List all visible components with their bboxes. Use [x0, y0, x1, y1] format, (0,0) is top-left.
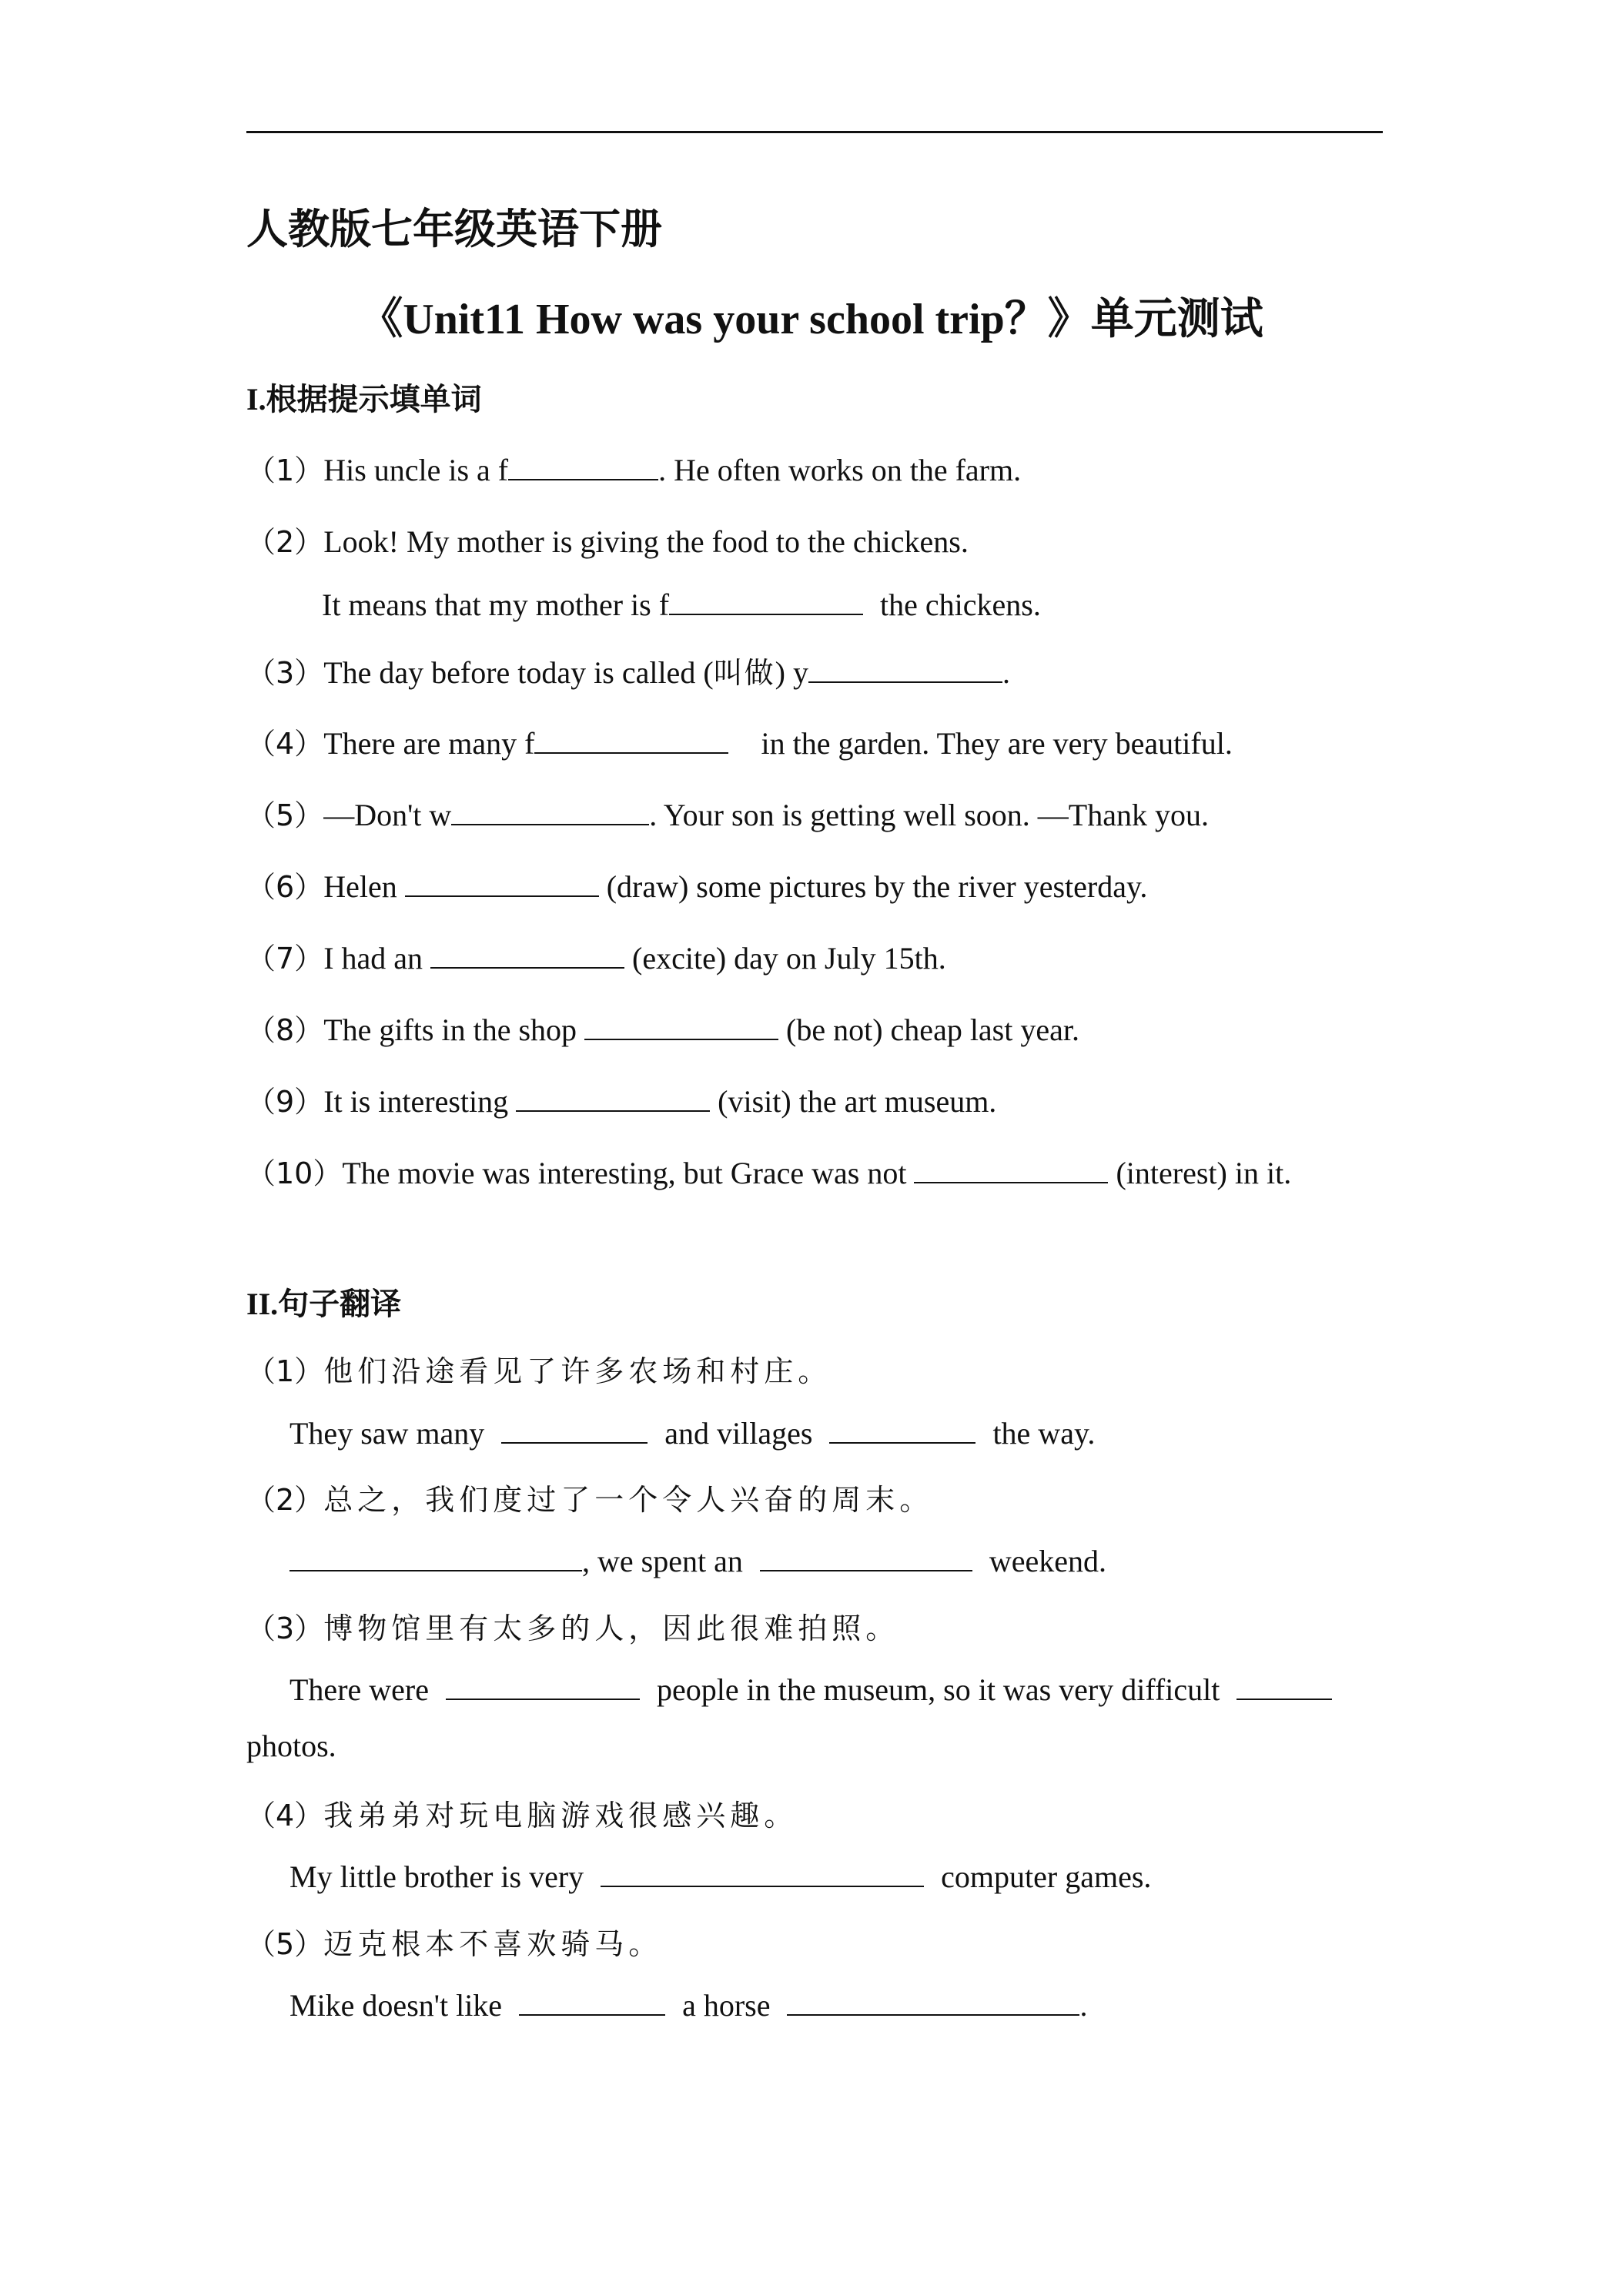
question-text: My little brother is very — [289, 1859, 584, 1894]
answer-blank[interactable] — [451, 801, 649, 825]
question-text: ) y — [775, 655, 808, 690]
question-text: The movie was interesting, but Grace was not — [342, 1156, 907, 1190]
s1-question-5 — [246, 792, 1209, 834]
s2-question-2-answer — [289, 1543, 1106, 1579]
s1-question-10 — [246, 1150, 1291, 1192]
section-1-heading — [246, 375, 482, 419]
s1-question-7 — [246, 935, 946, 977]
chinese-sentence: 总之，我们度过了一个令人兴奋的周末。 — [323, 1483, 934, 1517]
answer-blank[interactable] — [601, 1863, 924, 1887]
unit-title — [0, 285, 1623, 346]
question-text: There are many f — [323, 726, 535, 761]
answer-blank[interactable] — [405, 872, 599, 897]
answer-blank[interactable] — [669, 591, 863, 615]
question-text: the way. — [992, 1416, 1096, 1451]
answer-blank[interactable] — [914, 1159, 1108, 1183]
s1-question-1 — [246, 447, 1021, 489]
answer-blank[interactable] — [446, 1675, 640, 1700]
s2-question-3-prompt — [246, 1605, 899, 1647]
question-number: （10） — [246, 1156, 343, 1190]
question-number: （3） — [246, 656, 324, 690]
question-number: （7） — [246, 942, 324, 976]
unit-title-text: Unit11 How was your school trip？ — [403, 296, 1048, 343]
question-text: (excite) day on July 15th. — [632, 941, 946, 976]
chinese-sentence: 迈克根本不喜欢骑马。 — [323, 1927, 663, 1961]
answer-blank[interactable] — [760, 1547, 972, 1571]
question-text: (visit) the art museum. — [718, 1084, 997, 1119]
question-text: the chickens. — [880, 587, 1041, 622]
question-number: （3） — [246, 1612, 324, 1645]
answer-blank[interactable] — [829, 1419, 975, 1444]
question-text: people in the museum, so it was very difficult — [656, 1672, 1220, 1707]
header-rule — [246, 131, 1383, 133]
question-text: weekend. — [989, 1544, 1106, 1578]
question-text: , we spent an — [582, 1544, 743, 1578]
section-2-title: 句子翻译 — [278, 1287, 402, 1322]
question-text: Helen — [323, 869, 397, 904]
section-2-heading — [246, 1280, 401, 1324]
question-number: （8） — [246, 1013, 324, 1047]
answer-blank[interactable] — [808, 658, 1002, 683]
answer-blank[interactable] — [584, 1016, 778, 1040]
s2-question-2-prompt — [246, 1476, 933, 1518]
question-text: (be not) cheap last year. — [786, 1012, 1079, 1047]
question-text: It is interesting — [323, 1084, 509, 1119]
s1-question-2-continued — [322, 587, 1041, 623]
chinese-sentence: 我弟弟对玩电脑游戏很感兴趣。 — [323, 1799, 798, 1832]
question-number: （9） — [246, 1085, 324, 1119]
question-text: . He often works on the farm. — [658, 453, 1022, 487]
answer-blank[interactable] — [430, 944, 624, 969]
s1-question-8 — [246, 1006, 1079, 1049]
question-number: （1） — [246, 454, 324, 487]
question-text: The gifts in the shop — [323, 1012, 577, 1047]
s2-question-4-answer — [289, 1859, 1151, 1895]
question-text: . — [1002, 655, 1010, 690]
question-text: The day before today is called ( — [323, 655, 714, 690]
question-text: in the garden. They are very beautiful. — [761, 726, 1233, 761]
s1-question-3 — [246, 649, 1010, 691]
s2-question-1-answer — [289, 1415, 1095, 1451]
question-text: There were — [289, 1672, 429, 1707]
answer-blank[interactable] — [534, 729, 728, 754]
answer-blank[interactable] — [508, 456, 658, 480]
answer-blank[interactable] — [501, 1419, 648, 1444]
answer-blank[interactable] — [787, 1991, 1079, 2016]
unit-title-close-bracket: 》 — [1047, 294, 1091, 344]
s2-question-5-prompt — [246, 1920, 662, 1963]
section-2-roman: II. — [246, 1287, 279, 1321]
answer-blank[interactable] — [289, 1547, 582, 1571]
question-number: （2） — [246, 1483, 324, 1517]
question-text: . — [1079, 1988, 1088, 2023]
question-text: Look! My mother is giving the food to the chickens. — [323, 524, 969, 559]
question-text: I had an — [323, 941, 423, 976]
s1-question-4 — [246, 720, 1233, 762]
s2-question-3-answer-continued: photos. — [246, 1729, 336, 1763]
question-number: （4） — [246, 727, 324, 761]
s1-question-6 — [246, 863, 1147, 905]
answer-blank[interactable] — [519, 1991, 665, 2016]
s2-question-5-answer — [289, 1987, 1087, 2023]
question-text: and villages — [664, 1416, 813, 1451]
question-number: （5） — [246, 1927, 324, 1961]
question-text: (draw) some pictures by the river yesterday. — [606, 869, 1148, 904]
section-1-title: 根据提示填单词 — [266, 382, 482, 417]
question-text: —Don't w — [323, 798, 452, 832]
s1-question-9 — [246, 1078, 996, 1120]
question-text: His uncle is a f — [323, 453, 509, 487]
question-number: （6） — [246, 870, 324, 904]
chinese-hint: 叫做 — [713, 656, 775, 690]
chinese-sentence: 博物馆里有太多的人，因此很难拍照。 — [323, 1612, 900, 1645]
question-text: (interest) in it. — [1116, 1156, 1292, 1190]
answer-blank[interactable] — [516, 1087, 710, 1112]
question-number: （4） — [246, 1799, 324, 1832]
question-text: Mike doesn't like — [289, 1988, 503, 2023]
unit-title-test: 单元测试 — [1090, 294, 1263, 344]
s2-question-3-answer — [289, 1672, 1332, 1708]
question-number: （5） — [246, 798, 324, 832]
question-number: （2） — [246, 525, 324, 559]
chinese-sentence: 他们沿途看见了许多农场和村庄。 — [323, 1354, 832, 1388]
question-text: They saw many — [289, 1416, 485, 1451]
s1-question-2 — [246, 518, 969, 561]
unit-title-open-bracket: 《 — [360, 294, 403, 344]
question-text: a horse — [682, 1988, 771, 2023]
s2-question-4-prompt — [246, 1792, 798, 1834]
question-text: computer games. — [941, 1859, 1152, 1894]
answer-blank[interactable] — [1236, 1675, 1332, 1700]
document-title: 人教版七年级英语下册 — [246, 205, 662, 253]
s2-question-1-prompt — [246, 1347, 832, 1390]
section-1-roman: I. — [246, 382, 266, 417]
question-number: （1） — [246, 1354, 324, 1388]
question-text: . Your son is getting well soon. —Thank you. — [649, 798, 1209, 832]
question-text: It means that my mother is f — [322, 587, 670, 622]
